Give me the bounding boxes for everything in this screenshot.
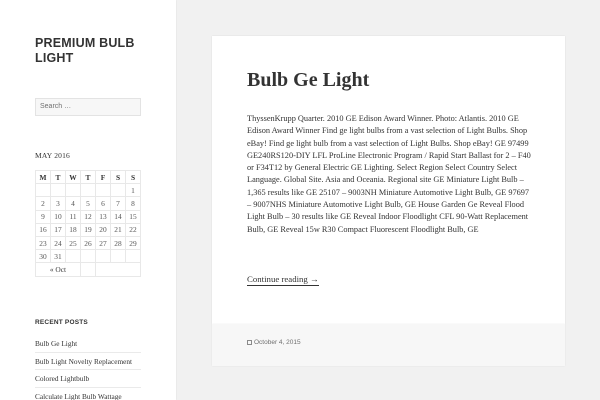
- search-input[interactable]: Search …: [35, 98, 141, 116]
- recent-post-link[interactable]: Bulb Ge Light: [35, 335, 141, 353]
- calendar-day: [126, 250, 141, 263]
- calendar-day: 16: [36, 223, 51, 236]
- calendar-day: 23: [36, 236, 51, 249]
- calendar-weekday: W: [66, 171, 81, 184]
- calendar-weekday-row: [36, 171, 141, 184]
- calendar-weekday: T: [51, 171, 66, 184]
- calendar-day: 10: [51, 210, 66, 223]
- calendar-day: 3: [51, 197, 66, 210]
- calendar-day: [51, 184, 66, 197]
- calendar-day: 20: [96, 223, 111, 236]
- calendar-week: [36, 184, 141, 197]
- calendar-week: [36, 210, 141, 223]
- calendar-prev-link[interactable]: « Oct: [36, 263, 81, 276]
- post-card: [212, 36, 565, 324]
- calendar-day: 14: [111, 210, 126, 223]
- calendar-day: 9: [36, 210, 51, 223]
- calendar-weekday: F: [96, 171, 111, 184]
- calendar-day: 1: [126, 184, 141, 197]
- calendar-day: 18: [66, 223, 81, 236]
- calendar-day: 27: [96, 236, 111, 249]
- calendar-weekday: S: [111, 171, 126, 184]
- calendar-day: 28: [111, 236, 126, 249]
- recent-posts-list: [35, 335, 141, 400]
- calendar-day: 8: [126, 197, 141, 210]
- sidebar: [0, 0, 176, 400]
- calendar-day: [81, 250, 96, 263]
- calendar-day: 25: [66, 236, 81, 249]
- calendar-day: [96, 250, 111, 263]
- calendar-day: 11: [66, 210, 81, 223]
- calendar-weekday: T: [81, 171, 96, 184]
- calendar-day: 24: [51, 236, 66, 249]
- calendar-day: [111, 184, 126, 197]
- calendar-day: [66, 250, 81, 263]
- recent-posts-heading: RECENT POSTS: [35, 319, 88, 326]
- calendar-week: [36, 197, 141, 210]
- calendar-weekday: M: [36, 171, 51, 184]
- post-title[interactable]: Bulb Ge Light: [247, 69, 370, 91]
- post-footer: [212, 324, 565, 366]
- calendar-week: [36, 223, 141, 236]
- calendar-day: [66, 184, 81, 197]
- calendar-day: 31: [51, 250, 66, 263]
- recent-post-link[interactable]: Bulb Light Novelty Replacement: [35, 353, 141, 371]
- calendar-day: 12: [81, 210, 96, 223]
- calendar-day: [36, 184, 51, 197]
- calendar-caption: MAY 2016: [35, 151, 71, 160]
- post-date[interactable]: [247, 339, 301, 346]
- calendar-day: 4: [66, 197, 81, 210]
- calendar-day: 7: [111, 197, 126, 210]
- calendar-nav-spacer: [81, 263, 96, 276]
- calendar-day: 19: [81, 223, 96, 236]
- continue-reading-link[interactable]: Continue reading →: [247, 274, 319, 284]
- calendar-table: [35, 170, 141, 277]
- calendar-day: [96, 184, 111, 197]
- calendar-day: 30: [36, 250, 51, 263]
- calendar-day: 22: [126, 223, 141, 236]
- recent-post-link[interactable]: Colored Lightbulb: [35, 370, 141, 388]
- calendar-day: 21: [111, 223, 126, 236]
- calendar-icon: [247, 340, 252, 345]
- calendar-day: 2: [36, 197, 51, 210]
- calendar-day: 6: [96, 197, 111, 210]
- calendar-nav-row: [36, 263, 141, 276]
- recent-post-link[interactable]: Calculate Light Bulb Wattage: [35, 388, 141, 400]
- post-date-text[interactable]: October 4, 2015: [254, 339, 301, 346]
- calendar-day: 5: [81, 197, 96, 210]
- calendar-day: 26: [81, 236, 96, 249]
- calendar-weekday: S: [126, 171, 141, 184]
- calendar-day: 29: [126, 236, 141, 249]
- calendar-next-empty: [96, 263, 141, 276]
- calendar-week: [36, 236, 141, 249]
- site-title[interactable]: PREMIUM BULB LIGHT: [35, 36, 135, 65]
- calendar-day: 15: [126, 210, 141, 223]
- calendar-day: 17: [51, 223, 66, 236]
- calendar-day: 13: [96, 210, 111, 223]
- post-excerpt: ThyssenKrupp Quarter. 2010 GE Edison Award Winner. Photo: Atlantis. 2010 GE Edison Award Winner Find ge light bulbs from a vast selection of Light Bulbs. Shop eBay! Find ge light bulb from a vast selection of Light Bulbs. Shop eBay! GE 97499 GE240RS120-DIY LFL ProLine Electronic Program / Rapid Start Ballast for 2 – F40 or F34T12 by General Electric GE Lighting. Select Region Select Country Select Language. Global Site. Asia and Oceania. Regional site GE Miniature Light Bulb – 1,365 results like GE 25107 – 9003NH Miniature Automotive Light Bulb, GE 97697 – 9007NHS Miniature Automotive Light Bulb, GE House Garden Ge Reveal Flood Light Bulb – 30 results like GE Reveal Indoor Floodlight CFL 90-Watt Replacement Bulb, GE Reveal 15w R30 Compact Fluorescent Floodlight Bulb, GE: [247, 114, 531, 234]
- calendar-day: [111, 250, 126, 263]
- calendar-day: [81, 184, 96, 197]
- calendar-week: [36, 250, 141, 263]
